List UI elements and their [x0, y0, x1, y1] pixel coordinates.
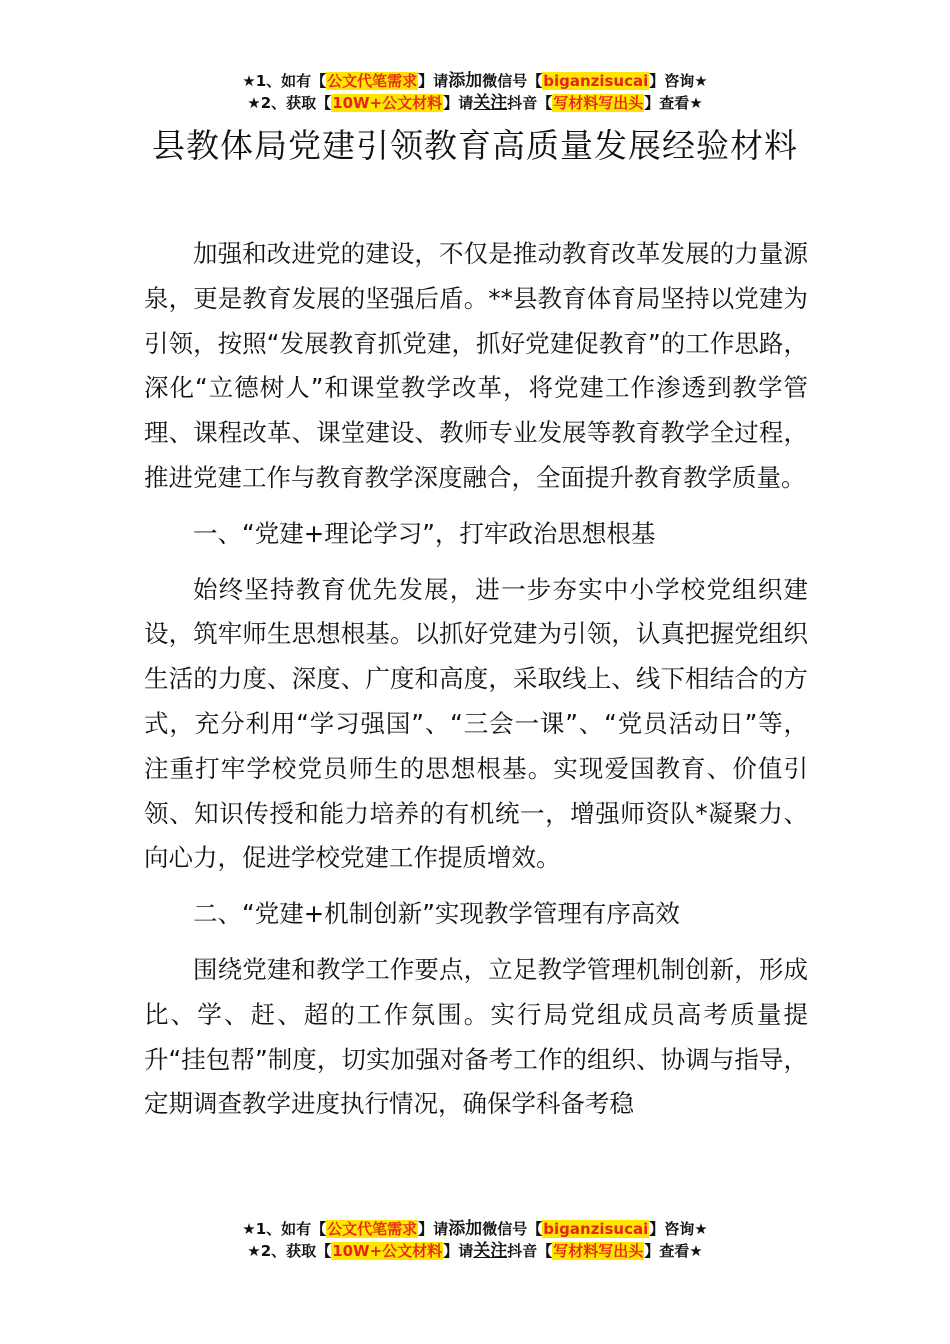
promo-highlight: 公文代笔需求 — [327, 1220, 418, 1238]
promo-highlight: 公文代笔需求 — [327, 72, 418, 90]
paragraph-section-2: 围绕党建和教学工作要点，立足教学管理机制创新，形成比、学、赶、超的工作氛围。实行局党组成员高考质量提升“挂包帮”制度，切实加强对备考工作的组织、协调与指导，定期调查教学进度执行情况，确保学科备考稳 — [144, 954, 808, 1119]
promo-highlight: biganzisucai — [543, 1220, 649, 1238]
promo-line-2: ★2、获取【10W+公文材料】请关注抖音【写材料写出头】查看★ — [247, 93, 703, 113]
document-body — [144, 232, 808, 1138]
promo-highlight: 10W+公文材料 — [332, 94, 443, 112]
promo-highlight: 10W+公文材料 — [332, 1242, 443, 1260]
paragraph-intro: 加强和改进党的建设，不仅是推动教育改革发展的力量源泉，更是教育发展的坚强后盾。**县教育体育局坚持以党建为引领，按照“发展教育抓党建，抓好党建促教育”的工作思路，深化“立德树人”和课堂教学改革，将党建工作渗透到教学管理、课程改革、课堂建设、教师专业发展等教育教学全过程，推进党建工作与教育教学深度融合，全面提升教育教学质量。 — [144, 239, 808, 492]
promo-highlight: 写材料写出头 — [553, 94, 644, 112]
promo-banner-top — [0, 70, 950, 114]
section-heading-2: 二、“党建+机制创新”实现教学管理有序高效 — [193, 899, 680, 929]
promo-line-1: ★1、如有【公文代笔需求】请添加微信号【biganzisucai】咨询★ — [242, 71, 708, 91]
document-title: 县教体局党建引领教育高质量发展经验材料 — [152, 126, 798, 165]
promo-highlight: 写材料写出头 — [553, 1242, 644, 1260]
promo-highlight: biganzisucai — [543, 72, 649, 90]
promo-line-1: ★1、如有【公文代笔需求】请添加微信号【biganzisucai】咨询★ — [242, 1219, 708, 1239]
promo-banner-bottom — [0, 1218, 950, 1262]
section-heading-1: 一、“党建+理论学习”，打牢政治思想根基 — [193, 518, 656, 548]
paragraph-section-1: 始终坚持教育优先发展，进一步夯实中小学校党组织建设，筑牢师生思想根基。以抓好党建为引领，认真把握党组织生活的力度、深度、广度和高度，采取线上、线下相结合的方式，充分利用“学习强国”、“三会一课”、“党员活动日”等，注重打牢学校党员师生的思想根基。实现爱国教育、价值引领、知识传授和能力培养的有机统一，增强师资队*凝聚力、向心力，促进学校党建工作提质增效。 — [144, 574, 808, 873]
promo-line-2: ★2、获取【10W+公文材料】请关注抖音【写材料写出头】查看★ — [247, 1241, 703, 1261]
